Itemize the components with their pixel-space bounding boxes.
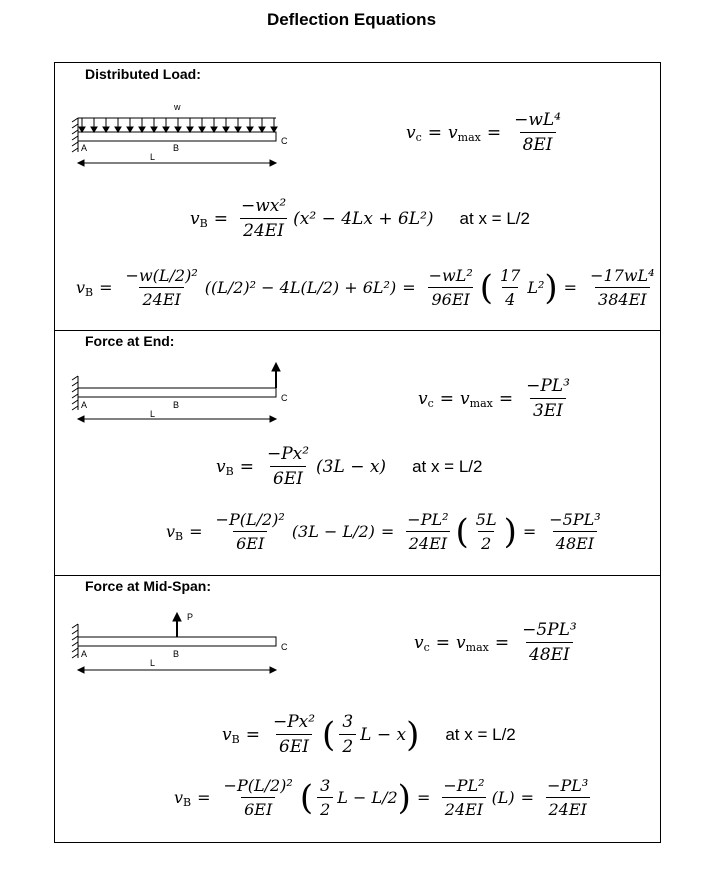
length-label: L <box>150 152 156 162</box>
force-at-end-beam-diagram <box>66 360 296 430</box>
equation-vb-force-end-evaluated: v B = $\frac{\text{−P(L/2)²}}{6EI}$ (3L − L/2) = $\frac{\text{−PL²}}{24EI}$ ( $\frac{5L}{2}$ ) = $\frac{\text{−5PL³}}{48EI}$ <box>166 510 601 553</box>
section-heading-distributed-load: Distributed Load: <box>85 66 201 82</box>
fixed-support-icon <box>72 624 78 658</box>
length-dimension-arrow-icon <box>78 667 276 673</box>
section-divider <box>54 330 661 331</box>
section-divider <box>54 575 661 576</box>
distributed-load-arrows-icon <box>79 118 277 132</box>
point-c-label: C <box>281 136 288 146</box>
point-c-label: C <box>281 642 288 652</box>
point-a-label: A <box>81 649 88 659</box>
length-label: L <box>150 658 156 668</box>
fixed-support-icon <box>72 118 78 152</box>
force-mid-span-beam-diagram <box>66 606 296 676</box>
point-a-label: A <box>81 143 88 153</box>
point-a-label: A <box>81 400 88 410</box>
equation-vb-distributed-general: v B = $\frac{\text{−wx²}}{24EI}$ (x² − 4Lx + 6L²) at x = L/2 <box>190 196 530 241</box>
section-heading-force-at-end: Force at End: <box>85 333 175 349</box>
beam <box>78 388 276 397</box>
load-label: P <box>187 612 194 622</box>
fixed-support-icon <box>72 376 78 410</box>
load-label: w <box>174 102 181 112</box>
equation-vc-distributed: v c = v max = $\frac{\text{−wL⁴}}{8EI}$ <box>406 110 561 155</box>
point-b-label: B <box>173 649 180 659</box>
section-heading-force-mid-span: Force at Mid-Span: <box>85 578 212 594</box>
equation-vb-force-mid-evaluated: v B = $\frac{\text{−P(L/2)²}}{6EI}$ ( $\frac{3}{2}$ L − L/2 ) = $\frac{\text{−PL²}}{24EI}$ (L) = $\frac{\text{−PL³}}{24EI}$ <box>174 776 589 819</box>
point-load-arrow-icon <box>272 363 280 388</box>
equation-vb-distributed-evaluated: v B = $\frac{\text{−w(L/2)²}}{24EI}$ ((L/2)² − 4L(L/2) + 6L²) = $\frac{\text{−wL²}}{96EI}$ ( $\frac{17}{4}$ L² ) = $\frac{\text{−17wL⁴}}{384EI}$ <box>76 266 655 309</box>
page-title: Deflection Equations <box>266 10 437 29</box>
equation-vb-force-end-general: v B = $\frac{\text{−Px²}}{6EI}$ (3L − x) at x = L/2 <box>216 444 483 489</box>
beam <box>78 637 276 646</box>
point-b-label: B <box>173 400 180 410</box>
distributed-load-beam-diagram <box>66 98 296 168</box>
length-dimension-arrow-icon <box>78 160 276 166</box>
length-label: L <box>150 409 156 419</box>
point-c-label: C <box>281 393 288 403</box>
beam <box>78 132 276 141</box>
point-load-arrow-icon <box>173 613 181 637</box>
equation-vc-force-end: v c = v max = $\frac{\text{−PL³}}{3EI}$ <box>418 376 570 421</box>
point-b-label: B <box>173 143 180 153</box>
equation-vc-force-mid: v c = v max = $\frac{\text{−5PL³}}{48EI}$ <box>414 620 577 665</box>
length-dimension-arrow-icon <box>78 416 276 422</box>
equation-vb-force-mid-general: v B = $\frac{\text{−Px²}}{6EI}$ ( $\frac{3}{2}$ L − x ) at x = L/2 <box>222 712 516 757</box>
